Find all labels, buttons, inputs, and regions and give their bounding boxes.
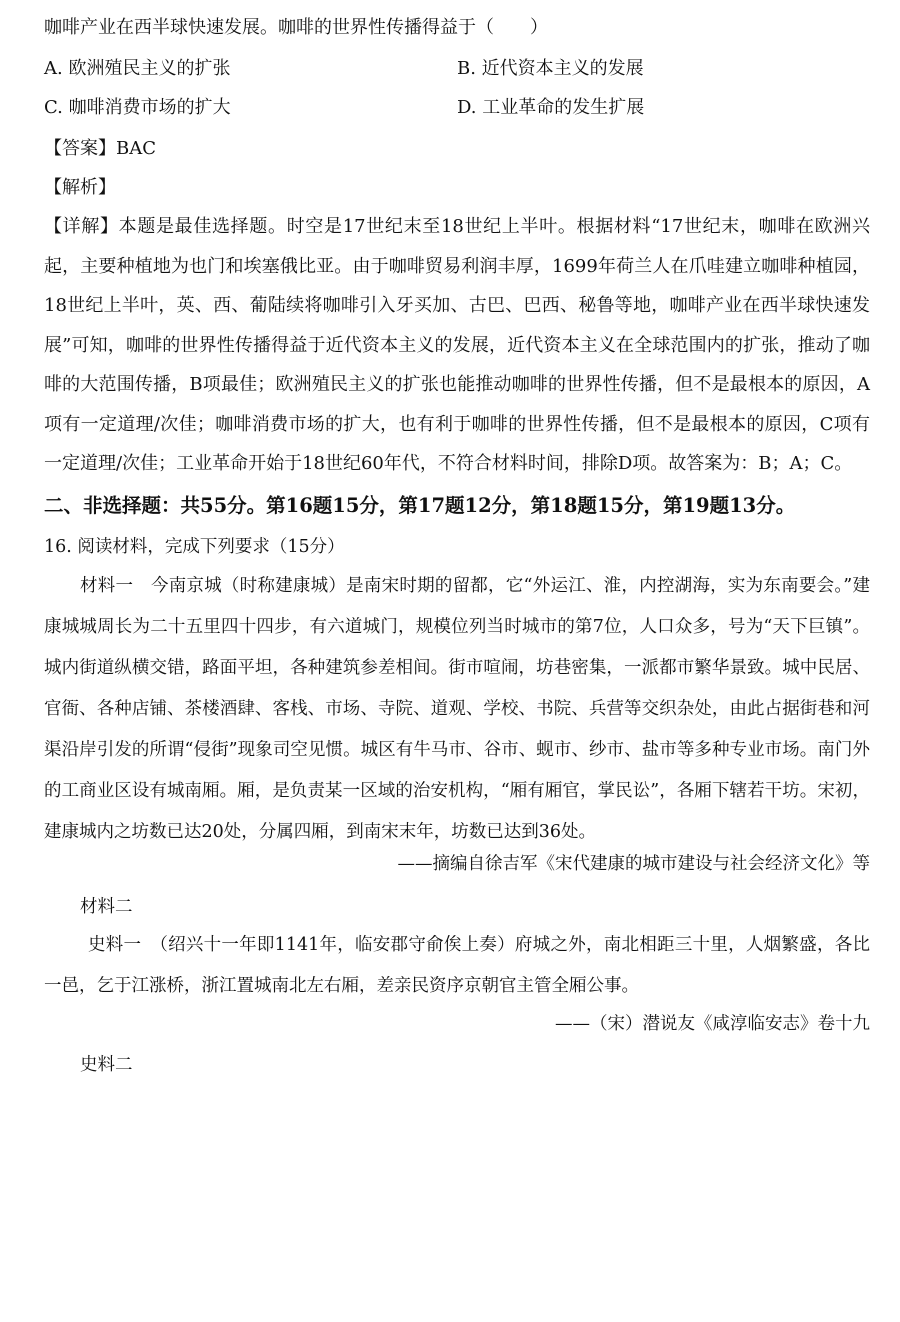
material-one-paragraph: 材料一 今南京城（时称建康城）是南宋时期的留都，它“外运江、淮，内控湖海，实为东南要会。”建康城城周长为二十五里四十四步，有六道城门，规模位列当时城市的第7位，人口众多，号为“天下巨镇”。城内街道纵横交错，路面平坦，各种建筑参差相间。街市喧闹，坊巷密集，一派都市繁华景致。城中民居、官衙、各种店铺、茶楼酒肆、客栈、市场、寺院、道观、学校、书院、兵营等交织杂处，由此占据街巷和河渠沿岸引发的所谓“侵街”现象司空见惯。城区有牛马市、谷市、蚬市、纱市、盐市等多种专业市场。南门外的工商业区设有城南厢。厢，是负责某一区域的治安机构，“厢有厢官，掌民讼”，各厢下辖若干坊。宋初，建康城内之坊数已达20处，分属四厢，到南宋末年，坊数已达到36处。: [44, 576, 870, 842]
question-stem-tail: 咖啡产业在西半球快速发展。咖啡的世界性传播得益于（ ）: [44, 17, 548, 38]
historical-source-one: 史料一 （绍兴十一年即1141年，临安郡守俞俟上奏）府城之外，南北相距三十里，人烟繁盛，各比一邑，乞于江涨桥，浙江置城南北左右厢，差亲民资序京朝官主管全厢公事。: [44, 935, 870, 996]
option-b: B. 近代资本主义的发展: [457, 58, 644, 79]
answer-line: 【答案】BAC: [44, 138, 156, 159]
material-two-label: 材料二: [80, 897, 133, 917]
section-heading: 二、非选择题：共55分。第16题15分，第17题12分，第18题15分，第19题13分。: [44, 494, 796, 517]
option-c: C. 咖啡消费市场的扩大: [44, 97, 231, 118]
option-a: A. 欧洲殖民主义的扩张: [44, 58, 231, 79]
detail-paragraph: 【详解】本题是最佳选择题。时空是17世纪末至18世纪上半叶。根据材料“17世纪末，咖啡在欧洲兴起，主要种植地为也门和埃塞俄比亚。由于咖啡贸易利润丰厚，1699年荷兰人在爪哇建立咖啡种植园，18世纪上半叶，英、西、葡陆续将咖啡引入牙买加、古巴、巴西、秘鲁等地，咖啡产业在西半球快速发展”可知，咖啡的世界性传播得益于近代资本主义的发展，近代资本主义在全球范围内的扩张，推动了咖啡的大范围传播，B项最佳；欧洲殖民主义的扩张也能推动咖啡的世界性传播，但不是最根本的原因，A项有一定道理/次佳；咖啡消费市场的扩大，也有利于咖啡的世界性传播，但不是最根本的原因，C项有一定道理/次佳；工业革命开始于18世纪60年代，不符合材料时间，排除D项。故答案为：B；A；C。: [44, 216, 870, 474]
historical-source-two-label: 史料二: [80, 1055, 133, 1075]
material-one-source: ——摘编自徐吉军《宋代建康的城市建设与社会经济文化》等: [397, 854, 870, 874]
historical-source-one-citation: ——（宋）潜说友《咸淳临安志》卷十九: [555, 1014, 870, 1034]
analysis-label: 【解析】: [44, 177, 116, 198]
option-d: D. 工业革命的发生扩展: [457, 97, 645, 118]
question-16-title: 16. 阅读材料，完成下列要求（15分）: [44, 537, 345, 557]
